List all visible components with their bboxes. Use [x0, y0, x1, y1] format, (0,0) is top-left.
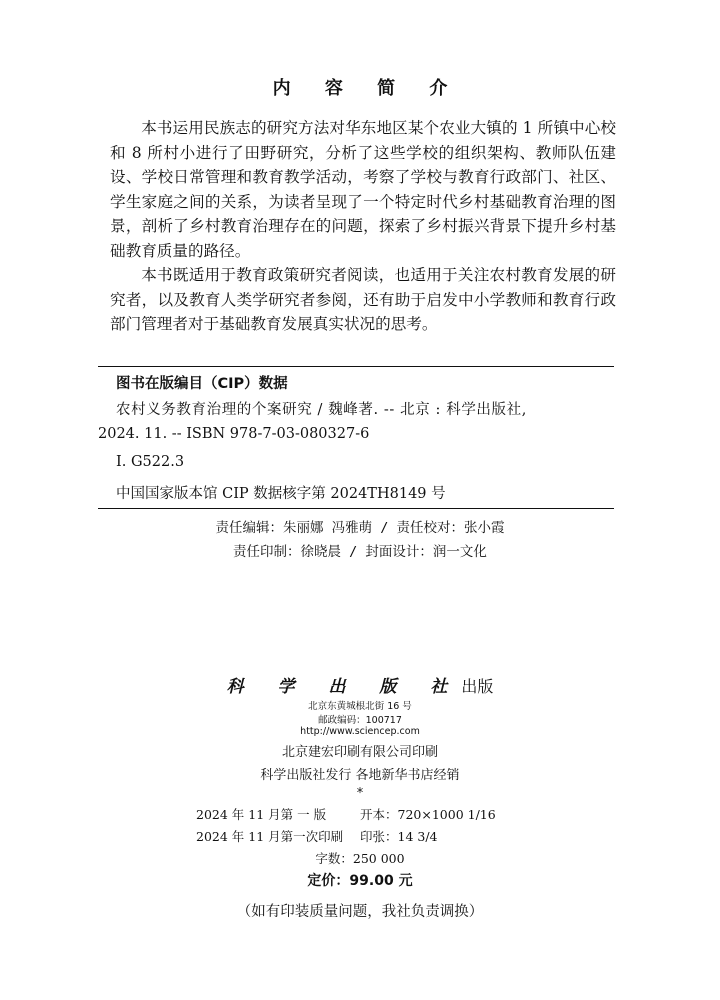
cip-heading: 图书在版编目（CIP）数据	[116, 376, 288, 392]
distribution-line: 科学出版社发行 各地新华书店经销	[260, 768, 460, 783]
production-credits: 责任印制：徐晓晨 / 封面设计：润一文化	[233, 544, 487, 560]
word-count: 字数：250 000	[315, 851, 405, 866]
publisher-postcode: 邮政编码：100717	[318, 715, 402, 726]
intro-paragraph-1: 本书运用民族志的研究方法对华东地区某个农业大镇的 1 所镇中心校和 8 所村小进行了田野研究，分析了这些学校的组织架构、教师队伍建设、学校日常管理和教育教学活动，考察了学校与教育行政部门、社区、学生家庭之间的关系，为读者呈现了一个特定时代乡村基础教育治理的图景，剖析了乡村教育治理存在的问题，探索了乡村振兴背景下提升乡村基础教育质量的路径。	[110, 119, 616, 260]
cip-line-4: 中国国家版本馆 CIP 数据核字第 2024TH8149 号	[116, 486, 446, 502]
price: 定价：99.00 元	[307, 873, 413, 889]
separator-star: *	[356, 786, 364, 801]
intro-paragraph-2: 本书既适用于教育政策研究者阅读，也适用于关注农村教育发展的研究者，以及教育人类学研究者参阅，还有助于启发中小学教师和教育行政部门管理者对于基础教育发展真实状况的思考。	[110, 266, 616, 333]
cip-line-2: 2024. 11. -- ISBN 978-7-03-080327-6	[98, 426, 370, 442]
cip-line-3: Ⅰ. G522.3	[116, 454, 185, 470]
publisher-website: http://www.sciencep.com	[300, 726, 420, 737]
quality-notice: （如有印装质量问题，我社负责调换）	[236, 904, 484, 920]
publisher-name-line	[0, 672, 720, 697]
intro-title: 内 容 简 介	[272, 78, 462, 99]
edition-line: 2024 年 11 月第 一 版	[196, 807, 327, 822]
publisher-name: 科 学 出 版 社	[226, 677, 462, 697]
sheets-line: 印张：14 3/4	[360, 829, 438, 844]
printer-line: 北京建宏印刷有限公司印刷	[281, 745, 438, 760]
publisher-name-suffix: 出版	[461, 677, 494, 696]
publisher-address: 北京东黄城根北街 16 号	[308, 701, 412, 712]
editor-credits: 责任编辑：朱丽娜 冯雅萌 / 责任校对：张小霞	[215, 520, 505, 536]
cip-top-rule	[98, 366, 614, 367]
format-line: 开本：720×1000 1/16	[360, 807, 496, 822]
cip-bottom-rule	[98, 508, 614, 509]
cip-line-1: 农村义务教育治理的个案研究 / 魏峰著. -- 北京 : 科学出版社,	[116, 402, 527, 418]
intro-text	[110, 116, 616, 337]
printing-line: 2024 年 11 月第一次印刷	[196, 829, 344, 844]
